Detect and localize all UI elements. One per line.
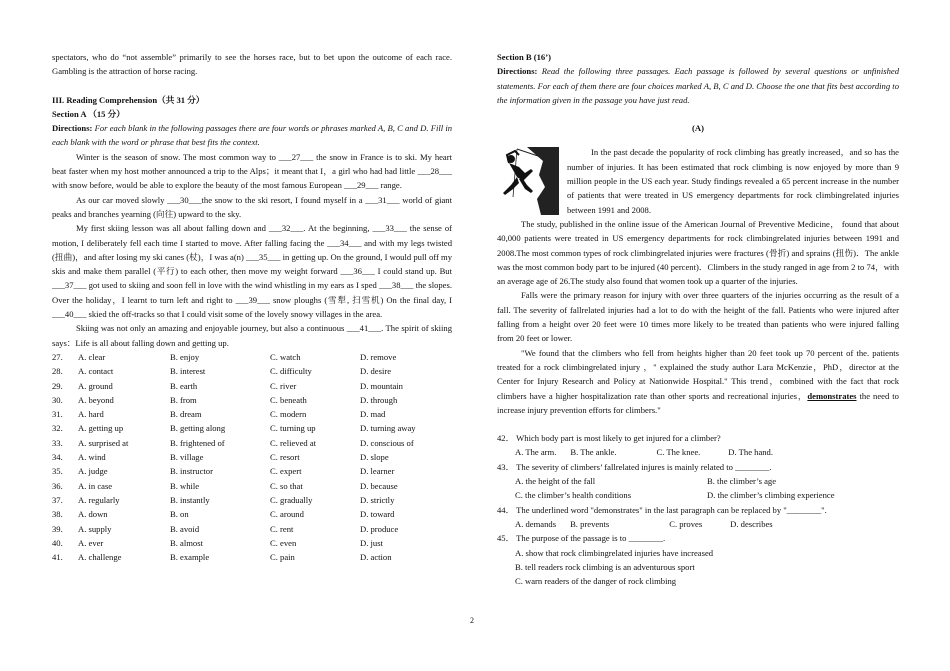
question-45: 45． The purpose of the passage is to ________. <box>497 533 666 544</box>
directions-a <box>52 121 452 150</box>
question-43: 43． The severity of climbers’ fallrelated injures is mainly related to ________. <box>497 461 772 472</box>
question-number: 40. <box>52 537 63 548</box>
option: D. learner <box>360 466 395 477</box>
passage-paragraph: Winter is the season of snow. The most common way to ___27___ the snow in France is to ski. My heart beat faster when my host mother announced a trip to the Alps；it meant that I，a girl who had had little ___28___ with snow before, would be able to explore the beauty of the most famous European ___29___ range. <box>52 151 452 191</box>
paragraph-text: "We found that the climbers who fell from heights higher than 20 feet took up 70 percent of the. patients treated for a rock climbingrelated injury ，" explained the study author Lara McKenzie，PhD，director at the Center for Injury Research and Policy at Nationwide Hospital." This trend，combined with the fact that rock climbers have a higher hospitalization rate than other sports and recreational injuries， <box>497 347 899 401</box>
option: C. expert <box>270 466 302 477</box>
option-row <box>52 536 452 550</box>
option: B. getting along <box>170 423 226 434</box>
question-43-options-row1 <box>497 474 899 488</box>
option: D. produce <box>360 523 399 534</box>
option: C. so that <box>270 480 303 491</box>
option: B. instantly <box>170 494 210 505</box>
option: C. proves <box>669 518 703 529</box>
option: A. challenge <box>78 552 122 563</box>
question-42-options <box>497 445 899 459</box>
option: C. rent <box>270 523 294 534</box>
option: A. demands <box>515 518 557 529</box>
passage-paragraph: The study, published in the online issue of the American Journal of Preventive Medicine， found that about 40,000 patients were treated in US emergency departments for rock climbingrelated injuries between 1991 and 2008.The most common types of rock climbingrelated injuries were fractures (骨折) and sprains (扭伤)．The ankle was the most common body part to be injured (40 percent)．Climbers in the study ranged in age from 2 to 74，with an average age of 26.The study also found that women took up a quarter of the injuries. <box>497 218 899 287</box>
question-number: 36. <box>52 480 63 491</box>
option: B. dream <box>170 409 202 420</box>
option: D. desire <box>360 366 392 377</box>
passage-paragraph: Skiing was not only an amazing and enjoyable journey, but also a continuous ___41___. The spirit of skiing says：Life is all about falling down and getting up. <box>52 323 452 348</box>
page-number: 2 <box>470 616 474 625</box>
option: A. supply <box>78 523 112 534</box>
option: A. beyond <box>78 394 114 405</box>
section-b-title: Section B (16’) <box>497 52 551 62</box>
option: D. action <box>360 552 392 563</box>
option: D. describes <box>730 518 773 529</box>
option: B. while <box>170 480 200 491</box>
option: D. remove <box>360 351 397 362</box>
option-row <box>52 364 452 378</box>
option: D. strictly <box>360 494 395 505</box>
passage-paragraph <box>497 346 899 417</box>
option: D. because <box>360 480 398 491</box>
question-number: 34. <box>52 452 63 463</box>
option-row <box>52 522 452 536</box>
directions-text: Read the following three passages. Each passage is followed by several questions or unfinished statements. For each of them there are four choices marked A, B, C and D. Choose the one that fits best according to the information given in the passage you have just read. <box>497 66 899 105</box>
option: B. avoid <box>170 523 200 534</box>
passage-paragraph: Falls were the primary reason for injury with over three quarters of the injuries occurring as the result of a fall. The severity of fallrelated injuries had a lot to do with the height of the fall. Patients who were injured after falling from a height over 20 feet were 10 times more likely to be treated than patients who were injured falling from 20 feet or lower. <box>497 290 899 344</box>
option: B. on <box>170 509 189 520</box>
option-row <box>52 450 452 464</box>
directions-b <box>497 64 899 107</box>
question-42: 42． Which body part is most likely to get injured for a climber? <box>497 433 721 444</box>
option-row <box>52 507 452 521</box>
option: A. getting up <box>78 423 124 434</box>
option: C. the climber’s health conditions <box>515 490 632 501</box>
question-number: 41. <box>52 552 63 563</box>
section-title: III. Reading Comprehension（共 31 分） <box>52 94 205 105</box>
question-number: 38. <box>52 509 63 520</box>
option: C. The knee. <box>656 447 701 458</box>
underlined-word: demonstrates <box>807 390 857 401</box>
option: A. The arm. <box>515 447 557 458</box>
question-number: 31. <box>52 409 63 420</box>
option: A. the height of the fall <box>515 476 596 487</box>
option: C. resort <box>270 452 300 463</box>
option: B. from <box>170 394 197 405</box>
option: C. pain <box>270 552 295 563</box>
rock-climber-image <box>497 147 559 215</box>
section-a-title: Section A （15 分） <box>52 108 125 119</box>
question-number: 37. <box>52 494 63 505</box>
option-row <box>52 436 452 450</box>
intro-text: spectators, who do “not assemble” primarily to see the horses race, but to bet upon the outcome of each race. Gambling is the attraction of horse racing. <box>52 52 452 77</box>
option: A. down <box>78 509 108 520</box>
question-44: 44． The underlined word "demonstrates" in the last paragraph can be replaced by "________". <box>497 504 827 515</box>
directions-text: For each blank in the following passages there are four words or phrases marked A, B, C and D. Fill in each blank with the word or phrase that best fits the context. <box>52 123 452 148</box>
passage-paragraph: In the past decade the popularity of rock climbing has greatly increased，and so has the number of injuries. It has been estimated that rock climbing is now enjoyed by more than 9 million people in the US each year. Study findings revealed a 65 percent increase in the number of patients that were treated in US emergency departments for rock climbingrelated injuries between 1991 and 2008. <box>567 147 899 215</box>
option: A. contact <box>78 366 114 377</box>
option-row <box>52 493 452 507</box>
option: C. watch <box>270 351 301 362</box>
option: C. beneath <box>270 394 307 405</box>
question-43-options-row2 <box>497 488 899 502</box>
option: C. difficulty <box>270 366 312 377</box>
passage-paragraph: My first skiing lesson was all about falling down and ___32___. At the beginning, ___33___ the sense of motion, I deliberately fell each time I started to move. After falling facing the ___34___ and with my legs twisted (扭曲)，and after losing my ski canes (杖)，I was a(n) ___35___ in getting up. On the ground, I would pull off my skis and make them parallel (平行) to each other, then move my weight forward ___36___ I could stand up. But ___37___ got used to skiing and soon fell in love with the wind whistling in my ears as I sped ___38___ the slopes. Over the holiday，I learnt to turn left and right to ___39___ snow ploughs (雪犁, 扫雪机) On the final day, I ___40___ skied the off-tracks so that I could visit some of the lovely snowy villages in the area. <box>52 223 452 320</box>
option: A. wind <box>78 452 106 463</box>
option: D. slope <box>360 452 389 463</box>
directions-label: Directions: <box>52 123 93 134</box>
option: D. the climber’s climbing experience <box>707 490 835 501</box>
option-row <box>52 407 452 421</box>
option: C. river <box>270 380 297 391</box>
option: D. just <box>360 537 383 548</box>
paragraph-text: the need to increase injury prevention efforts for climbers." <box>497 390 899 415</box>
option: B. example <box>170 552 210 563</box>
option: A. ground <box>78 380 113 391</box>
option-row <box>52 479 452 493</box>
option-row <box>52 350 452 364</box>
option: B. The ankle. <box>570 447 617 458</box>
option: D. mad <box>360 409 386 420</box>
option-row <box>52 550 452 564</box>
cloze-options <box>52 350 452 564</box>
question-number: 33. <box>52 437 63 448</box>
option: D. The hand. <box>728 447 774 458</box>
option-row <box>52 464 452 478</box>
right-column <box>497 50 899 588</box>
directions-label: Directions: <box>497 66 538 77</box>
option: D. conscious of <box>360 437 414 448</box>
left-column <box>52 50 452 564</box>
option-row <box>52 421 452 435</box>
question-number: 39. <box>52 523 63 534</box>
option: D. turning away <box>360 423 416 434</box>
option: B. earth <box>170 380 198 391</box>
option: B. enjoy <box>170 351 200 362</box>
option: B. village <box>170 452 204 463</box>
question-number: 28. <box>52 366 63 377</box>
option: A. clear <box>78 351 106 362</box>
option: B. interest <box>170 366 206 377</box>
option: B. instructor <box>170 466 213 477</box>
option: A. show that rock climbingrelated injuries have increased <box>515 547 714 558</box>
option: D. mountain <box>360 380 403 391</box>
option: B. almost <box>170 537 203 548</box>
option: B. the climber’s age <box>707 476 777 487</box>
question-number: 32. <box>52 423 63 434</box>
option: B. frightened of <box>170 437 225 448</box>
option: C. around <box>270 509 304 520</box>
question-44-options <box>497 517 899 531</box>
passage-paragraph: As our car moved slowly ___30___the snow to the ski resort, I found myself in a ___31___ world of giant peaks and branches yearning (向往) upward to the sky. <box>52 194 452 219</box>
option: D. toward <box>360 509 395 520</box>
option: C. warn readers of the danger of rock climbing <box>515 576 677 587</box>
option-row <box>52 379 452 393</box>
option: A. judge <box>78 466 108 477</box>
option: C. relieved at <box>270 437 317 448</box>
option: C. gradually <box>270 494 313 505</box>
option: A. in case <box>78 480 113 491</box>
option: A. surprised at <box>78 437 129 448</box>
option: B. tell readers rock climbing is an adventurous sport <box>515 561 695 572</box>
option: D. through <box>360 394 398 405</box>
passage-label: (A) <box>692 123 704 134</box>
option: A. hard <box>78 409 104 420</box>
option: C. modern <box>270 409 307 420</box>
question-number: 29. <box>52 380 63 391</box>
option: B. prevents <box>570 518 610 529</box>
question-number: 30. <box>52 394 63 405</box>
option-row <box>52 393 452 407</box>
option: C. turning up <box>270 423 316 434</box>
question-number: 35. <box>52 466 63 477</box>
option: A. ever <box>78 537 104 548</box>
option: A. regularly <box>78 494 120 505</box>
question-number: 27. <box>52 351 63 362</box>
option: C. even <box>270 537 297 548</box>
